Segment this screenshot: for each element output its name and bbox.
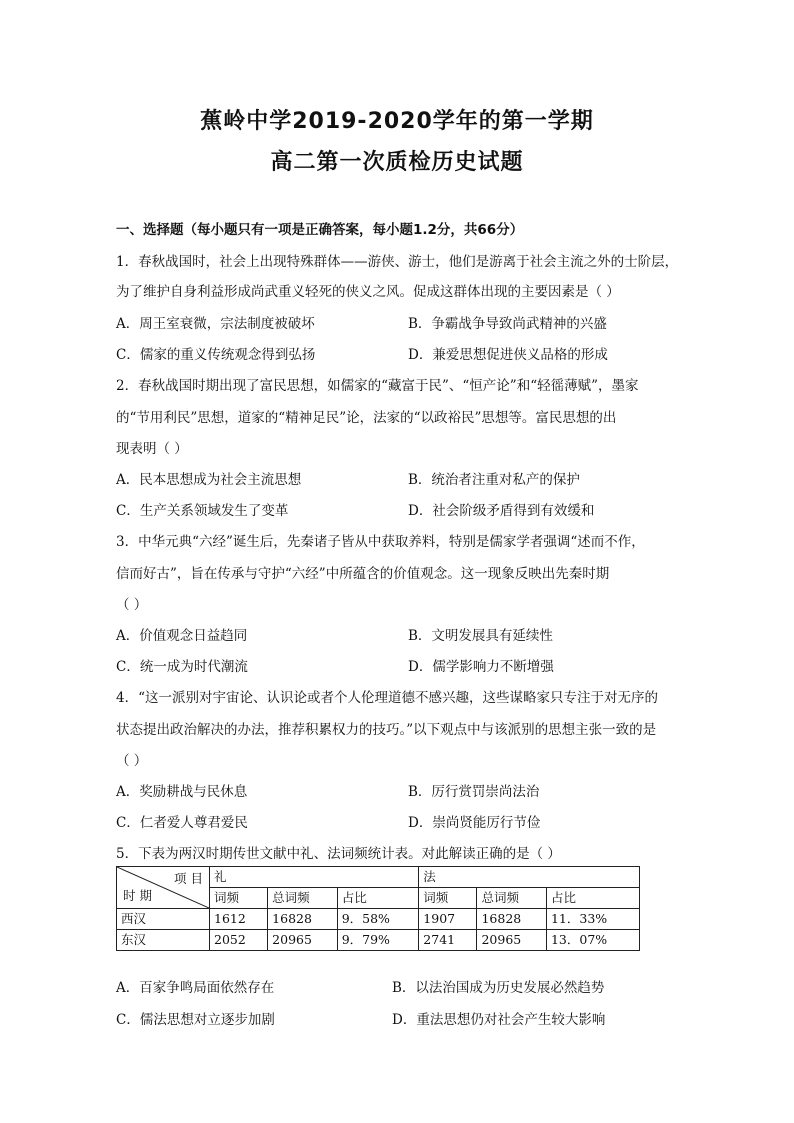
q4-stem-line3: （ ）: [116, 753, 148, 769]
table-cell: 20965: [268, 930, 338, 951]
q3-stem-line1: 3．中华元典“六经”诞生后，先秦诸子皆从中获取养料，特别是儒家学者强调“述而不作，: [116, 534, 645, 550]
table-cell: 1907: [419, 909, 477, 930]
table-cell-period: 西汉: [117, 909, 210, 930]
q3-option-d: D．儒学影响力不断增强: [408, 659, 554, 675]
exam-title-line1: 蕉岭中学2019-2020学年的第一学期: [200, 109, 594, 134]
table-cell: 1612: [210, 909, 268, 930]
table-cell: 13．07%: [546, 930, 639, 951]
q4-option-c: C．仁者爱人尊君爱民: [116, 815, 248, 831]
q2-option-a: A．民本思想成为社会主流思想: [116, 472, 302, 488]
table-cell: 2741: [419, 930, 477, 951]
subheader-fa-ratio: 占比: [546, 888, 639, 909]
q3-option-a: A．价值观念日益趋同: [116, 628, 248, 644]
section-heading: 一、选择题（每小题只有一项是正确答案，每小题1.2分，共66分）: [116, 222, 524, 238]
q1-stem-line2: 为了维护自身利益形成尚武重义轻死的侠义之风。促成这群体出现的主要因素是（ ）: [116, 284, 620, 300]
q5-option-c: C．儒法思想对立逐步加剧: [116, 1012, 275, 1028]
q4-stem-line2: 状态提出政治解决的办法，推荐积累权力的技巧。”以下观点中与该派别的思想主张一致的是: [116, 722, 657, 738]
q1-option-b: B．争霸战争导致尚武精神的兴盛: [408, 316, 607, 332]
q3-stem-line2: 信而好古”，旨在传承与守护“六经”中所蕴含的价值观念。这一现象反映出先秦时期: [116, 566, 610, 582]
table-cell: 11．33%: [546, 909, 639, 930]
q2-stem-line3: 现表明（ ）: [116, 441, 188, 457]
q4-option-b: B．厉行赏罚崇尚法治: [408, 784, 540, 800]
q1-option-c: C．儒家的重义传统观念得到弘扬: [116, 347, 316, 363]
subheader-li-total: 总词频: [268, 888, 338, 909]
table-cell: 16828: [477, 909, 547, 930]
subheader-li-freq: 词频: [210, 888, 268, 909]
q2-stem-line1: 2．春秋战国时期出现了富民思想，如儒家的“藏富于民”、“恒产论”和“轻徭薄赋”，墨家: [116, 378, 639, 394]
corner-label-period: 时 期: [123, 888, 152, 903]
q3-stem-line3: （ ）: [116, 597, 148, 613]
q4-stem-line1: 4．“这一派别对宇宙论、认识论或者个人伦理道德不感兴趣，这些谋略家只专注于对无序的: [116, 690, 658, 706]
q2-stem-line2: 的“节用利民”思想，道家的“精神足民”论，法家的“以政裕民”思想等。富民思想的出: [116, 410, 617, 426]
word-frequency-table: [116, 866, 640, 951]
table-cell: 9．79%: [337, 930, 419, 951]
table-cell: 9．58%: [337, 909, 419, 930]
q5-option-a: A．百家争鸣局面依然存在: [116, 980, 275, 996]
q3-option-c: C．统一成为时代潮流: [116, 659, 248, 675]
subheader-fa-total: 总词频: [477, 888, 547, 909]
table-cell: 20965: [477, 930, 547, 951]
exam-title-line2: 高二第一次质检历史试题: [270, 150, 524, 175]
table-header-row-1: [117, 867, 640, 888]
q2-option-b: B．统治者注重对私产的保护: [408, 472, 580, 488]
q5-option-b: B．以法治国成为历史发展必然趋势: [392, 980, 605, 996]
q1-stem-line1: 1．春秋战国时，社会上出现特殊群体——游侠、游士，他们是游离于社会主流之外的士阶层，: [116, 254, 679, 270]
q2-option-c: C．生产关系领域发生了变革: [116, 503, 289, 519]
table-row: [117, 909, 640, 930]
table-cell-period: 东汉: [117, 930, 210, 951]
q5-stem-line1: 5．下表为两汉时期传世文献中礼、法词频统计表。对此解读正确的是（ ）: [116, 846, 561, 862]
table-row: [117, 930, 640, 951]
q2-option-d: D．社会阶级矛盾得到有效缓和: [408, 503, 595, 519]
subheader-fa-freq: 词频: [419, 888, 477, 909]
corner-label-item: 项 目: [174, 871, 203, 886]
q1-option-a: A．周王室衰微，宗法制度被破坏: [116, 316, 315, 332]
subheader-li-ratio: 占比: [337, 888, 419, 909]
q4-option-a: A．奖励耕战与民休息: [116, 784, 248, 800]
q3-option-b: B．文明发展具有延续性: [408, 628, 553, 644]
group-header-li: 礼: [210, 867, 419, 888]
q1-option-d: D．兼爱思想促进侠义品格的形成: [408, 347, 608, 363]
table-corner-cell: [117, 867, 210, 909]
q5-option-d: D．重法思想仍对社会产生较大影响: [392, 1012, 606, 1028]
table-cell: 2052: [210, 930, 268, 951]
q4-option-d: D．崇尚贤能厉行节俭: [408, 815, 541, 831]
group-header-fa: 法: [419, 867, 640, 888]
table-cell: 16828: [268, 909, 338, 930]
